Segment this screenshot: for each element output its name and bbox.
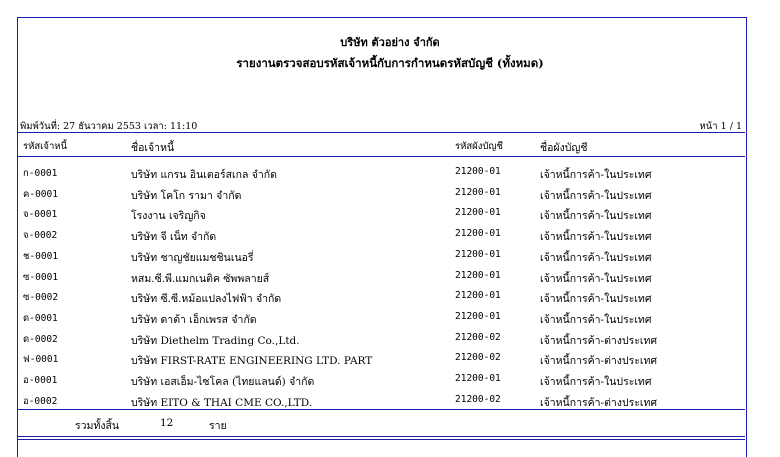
total-bottom-rule-1 [18,436,745,437]
account-name-cell: เจ้าหนี้การค้า-ในประเทศ [540,272,652,285]
print-date: พิมพ์วันที่: 27 ธันวาคม 2553 เวลา: 11:10 [20,121,198,132]
account-code-cell: 21200-01 [455,166,501,177]
account-code-cell: 21200-01 [455,186,501,198]
table-row [0,270,780,290]
vendor-code-cell: ฟ-0001 [23,354,59,366]
vendor-name-cell: บริษัท เอสเอ็ม-ไซโคล (ไทยแลนด์) จำกัด [131,376,315,388]
account-name-cell: เจ้าหนี้การค้า-ในประเทศ [540,313,652,326]
vendor-name-cell: บริษัท ดาต้า เอ็กเพรส จำกัด [131,313,257,326]
account-code-cell: 21200-01 [455,290,501,302]
table-row [0,166,780,186]
total-count: 12 [160,417,174,429]
vendor-name-cell: บริษัท ชาญชัยแมชชินเนอรี่ [131,251,254,264]
account-code-cell: 21200-02 [455,331,501,343]
table-row [0,207,780,227]
vendor-name-cell: บริษัท FIRST-RATE ENGINEERING LTD. PART [131,355,373,368]
account-name-cell: เจ้าหนี้การค้า-ต่างประเทศ [540,396,658,409]
account-name-cell: เจ้าหนี้การค้า-ในประเทศ [540,231,652,244]
table-row [0,352,780,372]
vendor-name-cell: โรงงาน เจริญกิจ [131,210,206,223]
table-row [0,249,780,269]
header-vendor-code: รหัสเจ้าหนี้ [23,141,68,152]
total-top-rule [18,409,745,410]
table-row [0,332,780,352]
vendor-code-cell: จ-0001 [23,209,58,221]
account-code-cell: 21200-01 [455,207,501,219]
vendor-name-cell: บริษัท EITO & THAI CME CO.,LTD. [131,396,313,409]
table-row [0,228,780,248]
vendor-code-cell: ช-0001 [23,250,59,262]
table-row [0,373,780,393]
table-row [0,311,780,331]
company-name: บริษัท ตัวอย่าง จำกัด [340,36,440,49]
account-code-cell: 21200-01 [455,269,501,281]
vendor-code-cell: อ-0001 [23,375,58,386]
total-unit: ราย [209,420,227,432]
vendor-code-cell: ซ-0001 [23,271,59,283]
table-row [0,290,780,310]
vendor-code-cell: อ-0002 [23,395,58,407]
vendor-name-cell: บริษัท โคโก รามา จำกัด [131,189,242,202]
vendor-code-cell: ซ-0002 [23,292,59,304]
account-name-cell: เจ้าหนี้การค้า-ในประเทศ [540,189,652,202]
vendor-name-cell: บริษัท จี เน็ท จำกัด [131,231,217,244]
account-code-cell: 21200-01 [455,373,501,384]
account-code-cell: 21200-01 [455,248,501,260]
account-code-cell: 21200-01 [455,310,501,322]
account-name-cell: เจ้าหนี้การค้า-ในประเทศ [540,210,652,223]
header-vendor-name: ชื่อเจ้าหนี้ [131,142,175,154]
header-account-name: ชื่อผังบัญชี [540,142,588,154]
total-label: รวมทั้งสิ้น [75,420,120,432]
header-top-rule [18,132,745,133]
vendor-name-cell: หสม.ซี.พี.แมกเนติค ซัพพลายส์ [131,272,270,285]
report-title: รายงานตรวจสอบรหัสเจ้าหนี้กับการกำหนดรหัสบัญชี (ทั้งหมด) [236,56,544,70]
vendor-name-cell: บริษัท Diethelm Trading Co.,Ltd. [131,334,300,347]
table-row [0,394,780,414]
header-bottom-rule [18,156,745,157]
account-name-cell: เจ้าหนี้การค้า-ในประเทศ [540,169,652,181]
vendor-name-cell: บริษัท ซี.ซี.หม้อแปลงไฟฟ้า จำกัด [131,293,282,306]
account-code-cell: 21200-01 [455,228,501,240]
total-bottom-rule-2 [18,439,745,440]
vendor-code-cell: ด-0001 [23,312,58,324]
account-name-cell: เจ้าหนี้การค้า-ต่างประเทศ [540,355,658,368]
account-name-cell: เจ้าหนี้การค้า-ในประเทศ [540,293,652,306]
vendor-code-cell: ก-0001 [23,168,58,179]
vendor-name-cell: บริษัท แกรน อินเตอร์สเกล จำกัด [131,169,277,181]
vendor-code-cell: จ-0002 [23,230,58,242]
account-code-cell: 21200-02 [455,352,501,364]
vendor-code-cell: ค-0001 [23,188,58,200]
vendor-code-cell: ด-0002 [23,333,58,345]
account-name-cell: เจ้าหนี้การค้า-ในประเทศ [540,376,652,388]
table-row [0,187,780,207]
account-code-cell: 21200-02 [455,393,501,405]
account-name-cell: เจ้าหนี้การค้า-ต่างประเทศ [540,334,658,347]
account-name-cell: เจ้าหนี้การค้า-ในประเทศ [540,251,652,264]
header-account-code: รหัสผังบัญชี [455,141,503,152]
page-number: หน้า 1 / 1 [699,121,742,132]
